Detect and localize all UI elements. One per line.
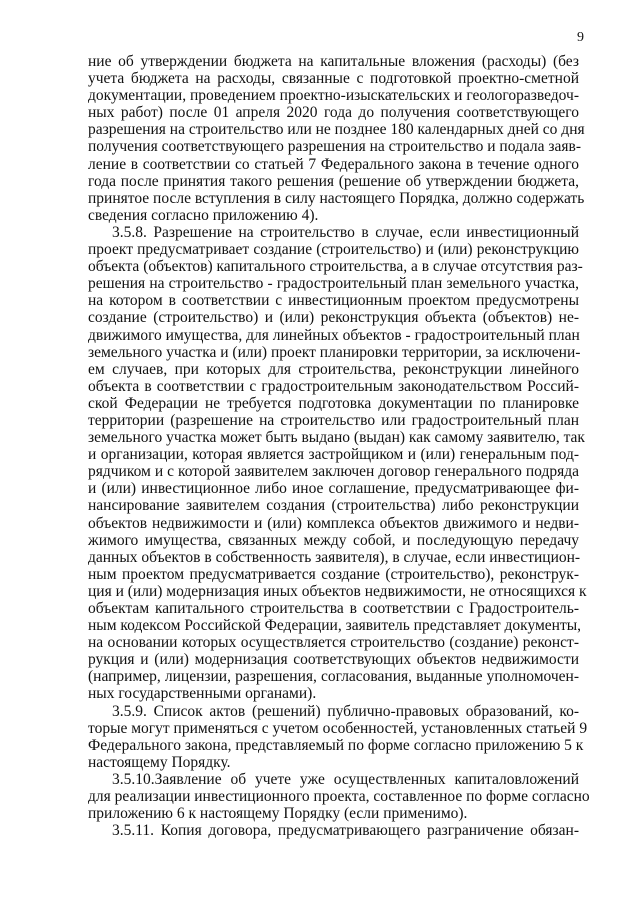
text-line: сведения согласно приложению 4). [88,206,319,224]
text-line: объектам капитального строительства в соответствии с Градостроитель- [88,600,579,617]
text-line: рядчиком и с которой заявителем заключен договор генерального подряда [88,463,579,481]
text-line: ние об утверждении бюджета на капитальные вложения (расходы) (без [88,53,579,70]
text-line: данных объектов в собственность заявителя), в случае, если инвестицион- [88,548,581,566]
text-line: жимого имущества, связанных между собой, и последующую передачу [88,531,579,549]
text-line: и организации, которая является застройщиком и (или) генеральным под- [88,446,579,464]
text-line: ных работ) после 01 апреля 2020 года до получения соответствующего [88,104,579,122]
text-line: ление в соответствии со статьей 7 Федерального закона в течение одного [88,155,579,173]
text-line: ция и (или) модернизация иных объектов недвижимости, не относящихся к [88,582,587,600]
text-line: торые могут применяться с учетом особенностей, установленных статьей 9 [88,719,588,737]
page-number: 9 [577,30,584,45]
text-line: разрешения на строительство или не позднее 180 календарных дней со дня [88,121,585,139]
text-line: для реализации инвестиционного проекта, составленное по форме согласно [88,788,590,806]
text-line: территории (разрешение на строительство или градостроительный план [88,411,579,429]
text-line: объектов недвижимости и (или) комплекса объектов движимого и недви- [88,514,579,532]
text-line: рукция и (или) модернизация соответствующих объектов недвижимости [88,651,579,669]
text-line: документации, проведением проектно-изыскательских и геологоразведоч- [88,87,579,105]
text-line: создание (строительство) и (или) реконструкция объекта (объектов) не- [88,309,579,327]
text-line: принятое после вступления в силу настоящего Порядка, должно содержать [88,189,585,207]
text-line: земельного участка и (или) проект планировки территории, за исключени- [88,343,581,361]
text-line: нансирование заявителем создания (строительства) либо реконструкции [88,497,579,515]
text-line: получения соответствующего разрешения на строительство и подала заяв- [88,138,581,156]
text-line: (например, лицензии, разрешения, согласования, выданные уполномочен- [88,668,579,686]
paragraph-3-5-11-start: 3.5.11. Копия договора, предусматривающего разграничение обязан- [112,822,579,840]
text-line: Федерального закона, представляемый по форме согласно приложению 5 к [88,736,584,754]
text-line: ской Федерации не требуется подготовка документации по планировке [88,394,579,412]
paragraph-3-5-9-start: 3.5.9. Список актов (решений) публично-правовых образований, ко- [112,702,579,720]
text-line: на котором в соответствии с инвестиционным проектом предусмотрены [88,292,579,310]
text-line: учета бюджета на расходы, связанные с подготовкой проектно-сметной [88,70,579,88]
text-line: на основании которых осуществляется строительство (создание) реконст- [88,634,579,652]
text-line: и (или) инвестиционное либо иное соглашение, предусматривающее фи- [88,480,579,498]
text-line: настоящему Порядку. [88,753,231,771]
text-line: решения на строительство - градостроительный план земельного участка, [88,275,579,293]
text-line: ных государственными органами). [88,685,317,703]
text-line: ным кодексом Российской Федерации, заявитель представляет документы, [88,617,582,635]
body-text [88,53,590,840]
paragraph-3-5-8-start: 3.5.8. Разрешение на строительство в случае, если инвестиционный [112,223,579,241]
text-line: проект предусматривает создание (строительство) и (или) реконструкцию [88,241,579,259]
text-line: объекта (объектов) капитального строительства, а в случае отсутствия раз- [88,258,583,276]
paragraph-3-5-10-start: 3.5.10.Заявление об учете уже осуществленных капиталовложений [112,770,579,788]
text-line: ем случаев, при которых для строительства, реконструкции линейного [88,360,579,378]
text-line: года после принятия такого решения (решение об утверждении бюджета, [88,172,579,190]
text-line: приложению 6 к настоящему Порядку (если применимо). [88,805,468,823]
text-line: движимого имущества, для линейных объектов - градостроительный план [88,326,580,344]
text-line: объекта в соответствии с градостроительным законодательством Россий- [88,377,579,395]
text-line: земельного участка может быть выдано (выдан) как самому заявителю, так [88,429,585,447]
text-line: ным проектом предусматривается создание (строительство), реконструк- [88,565,579,583]
